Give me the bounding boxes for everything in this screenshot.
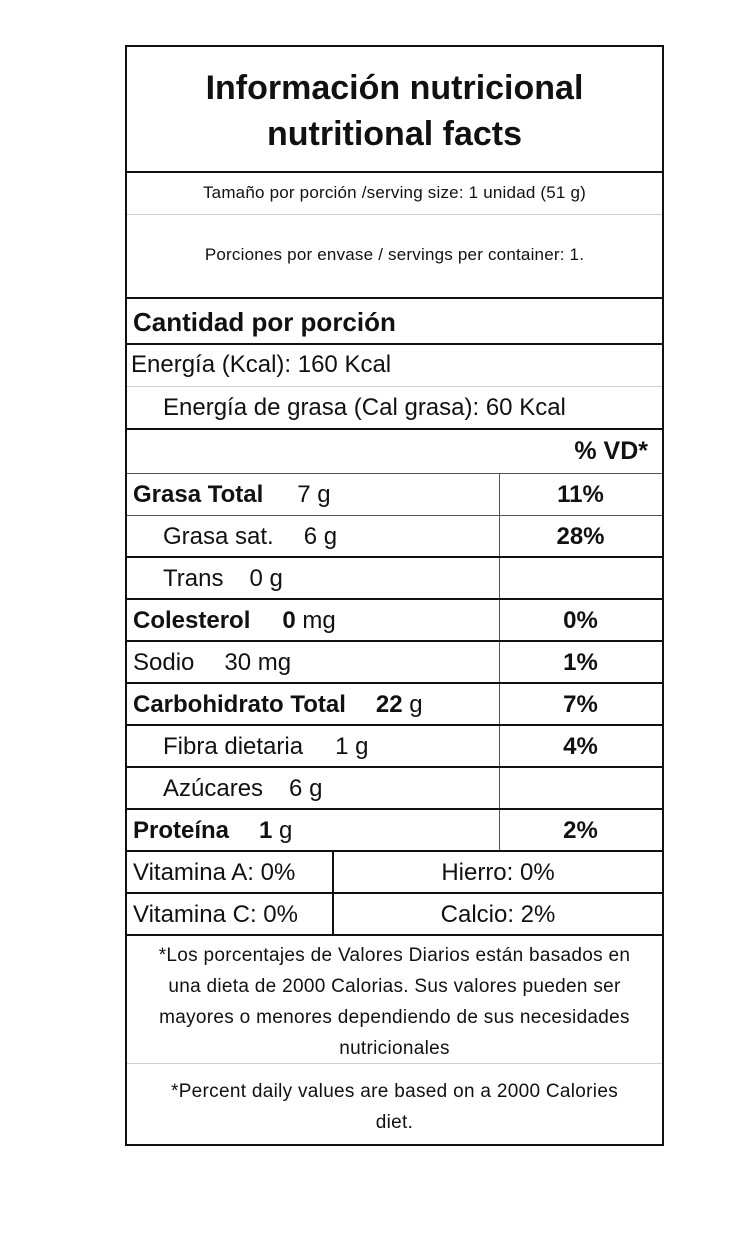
nutrient-amount: 30 mg [224, 649, 292, 676]
footnote-english [127, 1064, 662, 1144]
vitamins-row-2 [127, 894, 662, 936]
nutrient-name: Proteína [133, 817, 230, 844]
amount-per-serving-row [127, 299, 662, 345]
servings-per-container-row [127, 215, 662, 299]
nutrient-amount-number: 22 [375, 691, 403, 718]
nutrient-name: Carbohidrato Total [133, 691, 346, 718]
nutrient-amount-unit: g [272, 817, 293, 844]
nutrient-row-cholesterol [127, 600, 662, 642]
footnote-en-line: diet. [375, 1112, 414, 1133]
nutrient-dv: 11% [557, 481, 604, 508]
footnote-en-line: *Percent daily values are based on a 2000 Calories [171, 1081, 618, 1102]
title-english: nutritional facts [266, 115, 523, 153]
nutrient-name: Grasa Total [133, 481, 264, 508]
nutrient-name: Grasa sat. [163, 523, 274, 550]
nutrient-row-protein [127, 810, 662, 852]
amount-per-serving: Cantidad por porción [133, 307, 396, 337]
dv-header: % VD* [574, 437, 648, 465]
vitamins-row-1 [127, 852, 662, 894]
footnote-spanish [127, 936, 662, 1064]
nutrient-amount-number: 1 [259, 817, 273, 844]
nutrient-name: Fibra dietaria [163, 733, 304, 760]
nutrient-dv: 2% [563, 817, 598, 844]
label-title [127, 47, 662, 173]
nutrient-name: Colesterol [133, 607, 251, 634]
nutrient-dv: 4% [563, 733, 598, 760]
energy-fat: Energía de grasa (Cal grasa): 60 Kcal [163, 394, 566, 421]
title-spanish: Información nutricional [205, 69, 584, 107]
nutrient-row-total-carbohydrate [127, 684, 662, 726]
footnote-es-line: mayores o menores dependiendo de sus necesidades [159, 1007, 630, 1028]
nutrient-amount: 0 g [249, 565, 283, 592]
vitamins-table [127, 852, 662, 936]
vitamin-c: Vitamina C: 0% [133, 901, 298, 928]
serving-size: Tamaño por porción /serving size: 1 unidad (51 g) [202, 183, 587, 202]
footnote-es-line: nutricionales [339, 1038, 450, 1059]
iron: Hierro: 0% [441, 859, 555, 886]
nutrient-row-sodium [127, 642, 662, 684]
nutrient-amount: 7 g [297, 481, 331, 508]
energy-fat-row [127, 387, 662, 430]
nutrient-amount-unit: g [402, 691, 423, 718]
nutrient-row-dietary-fiber [127, 726, 662, 768]
nutrition-label [125, 45, 664, 1146]
nutrient-name: Sodio [133, 649, 195, 676]
nutrients-table [127, 474, 662, 852]
vitamin-a: Vitamina A: 0% [133, 859, 296, 886]
nutrient-row-saturated-fat [127, 516, 662, 558]
nutrient-amount: 6 g [289, 775, 323, 802]
nutrient-amount-unit: mg [295, 607, 336, 634]
nutrient-row-trans-fat [127, 558, 662, 600]
footnote-es-line: una dieta de 2000 Calorias. Sus valores pueden ser [168, 976, 621, 997]
nutrient-amount-number: 0 [282, 607, 296, 634]
nutrient-dv: 0% [563, 607, 598, 634]
calcium: Calcio: 2% [440, 901, 556, 928]
nutrient-dv: 1% [563, 649, 598, 676]
serving-size-row [127, 173, 662, 215]
dv-header-row [127, 430, 662, 474]
nutrient-dv: 28% [556, 523, 605, 550]
nutrient-amount: 6 g [303, 523, 338, 550]
footnote-es-line: *Los porcentajes de Valores Diarios están basados en [158, 945, 631, 966]
nutrient-dv: 7% [563, 691, 598, 718]
nutrient-name: Trans [163, 565, 224, 592]
nutrient-row-total-fat [127, 474, 662, 516]
energy: Energía (Kcal): 160 Kcal [131, 351, 392, 378]
servings-per-container: Porciones por envase / servings per container: 1. [204, 245, 585, 264]
energy-row [127, 345, 662, 387]
nutrient-name: Azúcares [163, 775, 264, 802]
nutrient-row-sugars [127, 768, 662, 810]
nutrient-amount: 1 g [335, 733, 369, 760]
